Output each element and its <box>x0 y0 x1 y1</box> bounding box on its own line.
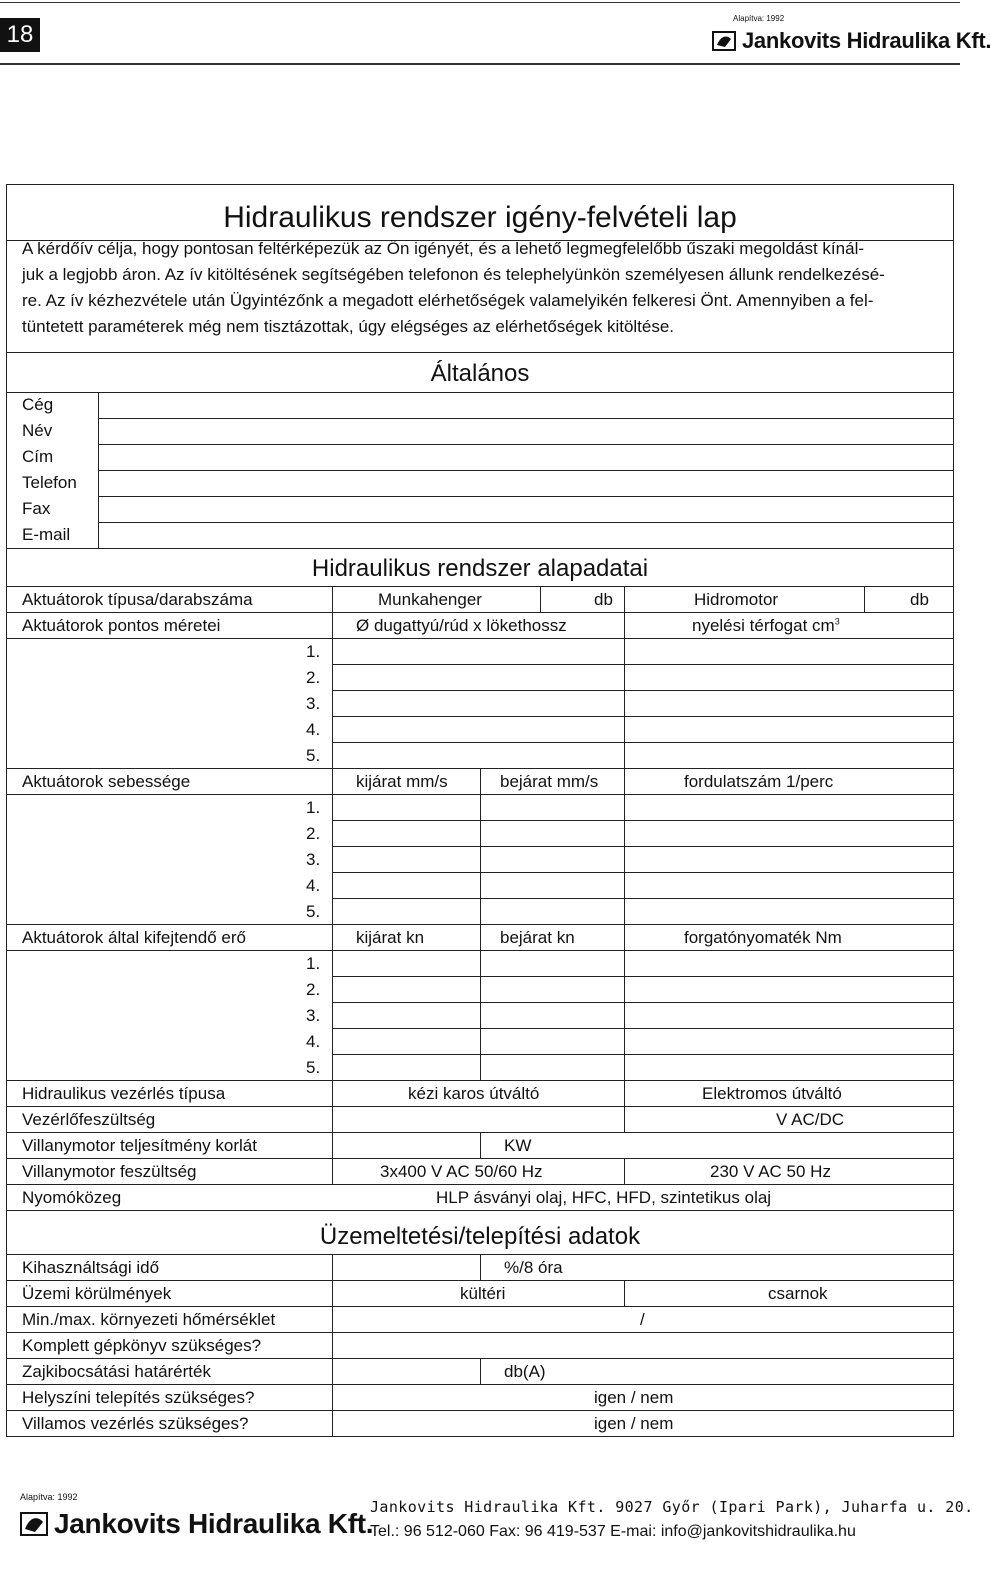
motor-power-field[interactable] <box>333 1133 479 1157</box>
row-number: 3. <box>306 850 321 869</box>
hyd-rule <box>6 586 954 587</box>
hall-option[interactable]: csarnok <box>768 1284 828 1303</box>
row-number: 4. <box>306 720 321 739</box>
row-number: 4. <box>306 1032 321 1051</box>
op-rule <box>6 1410 954 1411</box>
electrical-label: Villamos vezérlés szükséges? <box>22 1414 249 1433</box>
email-field[interactable] <box>99 523 954 547</box>
header-company-name: Jankovits Hidraulika Kft. <box>742 28 991 53</box>
intro-text <box>22 236 938 340</box>
op-divider <box>332 1384 333 1410</box>
company-field[interactable] <box>99 393 954 417</box>
motor-label: Hidromotor <box>694 590 779 609</box>
hyd-divider <box>540 586 541 612</box>
hyd-rule <box>6 1210 954 1211</box>
hyd-divider <box>864 586 865 612</box>
page-number-badge: 18 <box>0 18 40 52</box>
row-number: 4. <box>306 876 321 895</box>
force-input-area[interactable] <box>333 951 953 1079</box>
field-label-address: Cím <box>22 447 54 466</box>
header-logo <box>712 30 991 52</box>
row-number: 5. <box>306 902 321 921</box>
row-number: 2. <box>306 980 321 999</box>
speed-label: Aktuátorok sebessége <box>22 772 191 791</box>
control-voltage-unit: V AC/DC <box>776 1110 845 1129</box>
op-divider <box>332 1280 333 1306</box>
op-divider <box>624 1280 625 1306</box>
control-voltage-label: Vezérlőfeszültség <box>22 1110 156 1129</box>
temperature-max-field[interactable] <box>654 1307 953 1331</box>
hyd-divider <box>624 612 625 638</box>
row-number: 2. <box>306 824 321 843</box>
hyd-divider <box>480 924 481 950</box>
row-number: 2. <box>306 668 321 687</box>
footer-founded: Alapítva: 1992 <box>20 1492 78 1502</box>
row-number: 1. <box>306 642 321 661</box>
row-number: 5. <box>306 746 321 765</box>
footer-address: Jankovits Hidraulika Kft. 9027 Győr (Ipari Park), Juharfa u. 20. <box>370 1498 974 1516</box>
hyd-divider <box>332 586 333 612</box>
header-founded: Alapítva: 1992 <box>733 14 785 23</box>
general-heading: Általános <box>430 360 530 387</box>
header-bottom-rule <box>0 63 960 65</box>
voltage-option-230[interactable]: 230 V AC 50 Hz <box>710 1162 831 1181</box>
intro-line: re. Az ív kézhezvétele után Ügyintézőnk a megadott elérhetőségek valamelyikén felkeresi Önt. Amennyiben a fel- <box>22 291 874 310</box>
op-divider <box>480 1254 481 1280</box>
footer-contact: Tel.: 96 512-060 Fax: 96 419-537 E-mai: info@jankovitshidraulika.hu <box>370 1523 856 1540</box>
hyd-rule <box>6 1184 954 1185</box>
control-voltage-field[interactable] <box>625 1107 765 1131</box>
name-field[interactable] <box>99 419 954 443</box>
footer-company-name: Jankovits Hidraulika Kft. <box>54 1508 374 1539</box>
utilization-field[interactable] <box>333 1255 479 1279</box>
field-label-name: Név <box>22 421 53 440</box>
hyd-divider <box>332 924 333 950</box>
dim-col-piston: Ø dugattyú/rúd x lökethossz <box>356 616 567 635</box>
hyd-divider <box>480 768 481 794</box>
field-label-email: E-mail <box>22 525 71 544</box>
onsite-label: Helyszíni telepítés szükséges? <box>22 1388 255 1407</box>
form-title: Hidraulikus rendszer igény-felvételi lap <box>223 201 737 234</box>
hyd-divider <box>624 1158 625 1184</box>
intro-rule <box>6 352 954 353</box>
intro-line: juk a legjobb áron. Az ív kitöltésének segítségében telefonon és telephelyünkön személyesen állunk rendelkezésé- <box>22 265 885 284</box>
conditions-label: Üzemi körülmények <box>22 1284 172 1303</box>
hyd-divider <box>480 1132 481 1158</box>
force-label: Aktuátorok által kifejtendő erő <box>22 928 246 947</box>
force-torque-label: forgatónyomaték Nm <box>684 928 842 947</box>
noise-label: Zajkibocsátási határérték <box>22 1362 211 1381</box>
hyd-rule <box>6 612 954 613</box>
dim-col-volume-sup: 3 <box>834 616 840 627</box>
motor-db-label: db <box>910 590 929 609</box>
utilization-unit: %/8 óra <box>504 1258 563 1277</box>
outdoor-option[interactable]: kültéri <box>460 1284 506 1303</box>
intro-line: tüntetett paraméterek még nem tisztázottak, úgy elégséges az elérhetőségek kitöltése. <box>22 317 675 336</box>
electrical-options[interactable]: igen / nem <box>594 1414 674 1433</box>
manual-label: Komplett gépkönyv szükséges? <box>22 1336 262 1355</box>
onsite-options[interactable]: igen / nem <box>594 1388 674 1407</box>
hyd-rule <box>6 1106 954 1107</box>
medium-label: Nyomóközeg <box>22 1188 122 1207</box>
hyd-divider <box>624 924 625 950</box>
force-out-label: kijárat kn <box>356 928 425 947</box>
dimension-input-area[interactable] <box>333 639 623 767</box>
manual-field[interactable] <box>333 1333 953 1357</box>
dimensions-label: Aktuátorok pontos méretei <box>22 616 221 635</box>
op-rule <box>6 1280 954 1281</box>
force-in-label: bejárat kn <box>500 928 575 947</box>
row-number: 1. <box>306 798 321 817</box>
hyd-rule <box>6 1158 954 1159</box>
hyd-divider <box>332 768 333 794</box>
address-field[interactable] <box>99 445 954 469</box>
noise-field[interactable] <box>333 1359 479 1383</box>
control-electric-option[interactable]: Elektromos útváltó <box>702 1084 842 1103</box>
header-top-rule <box>0 2 960 3</box>
cylinder-db-label: db <box>594 590 613 609</box>
field-label-phone: Telefon <box>22 473 77 492</box>
utilization-label: Kihasználtsági idő <box>22 1258 160 1277</box>
voltage-option-400[interactable]: 3x400 V AC 50/60 Hz <box>380 1162 543 1181</box>
row-number: 5. <box>306 1058 321 1077</box>
row-number: 3. <box>306 1006 321 1025</box>
temperature-label: Min./max. környezeti hőmérséklet <box>22 1310 276 1329</box>
op-rule <box>6 1384 954 1385</box>
speed-rpm-label: fordulatszám 1/perc <box>684 772 834 791</box>
hydraulic-heading: Hidraulikus rendszer alapadatai <box>311 555 649 582</box>
hyd-divider <box>624 586 625 612</box>
phone-field[interactable] <box>99 471 954 495</box>
cylinder-label: Munkahenger <box>378 590 482 609</box>
field-label-company: Cég <box>22 395 54 414</box>
hyd-divider <box>332 612 333 638</box>
dim-col-volume <box>692 617 840 634</box>
intro-line: A kérdőív célja, hogy pontosan feltérképezük az Ön igényét, és a lehető legmegfelelőbb űszaki megoldást kínál- <box>22 239 865 258</box>
control-manual-option[interactable]: kézi karos útváltó <box>408 1084 540 1103</box>
volume-input-area[interactable] <box>625 639 953 767</box>
speed-input-area[interactable] <box>333 795 953 923</box>
operation-heading: Üzemeltetési/telepítési adatok <box>319 1223 641 1250</box>
motor-voltage-label: Villanymotor feszültség <box>22 1162 197 1181</box>
temperature-separator: / <box>640 1310 645 1329</box>
row-number: 3. <box>306 694 321 713</box>
actuator-type-label: Aktuátorok típusa/darabszáma <box>22 590 253 609</box>
speed-out-label: kijárat mm/s <box>356 772 448 791</box>
hyd-rule <box>6 1080 954 1081</box>
company-logo-icon <box>712 31 736 51</box>
general-divider <box>98 392 99 548</box>
field-label-fax: Fax <box>22 499 51 518</box>
hyd-divider <box>624 768 625 794</box>
company-logo-icon <box>20 1512 48 1536</box>
dim-col-volume-text: nyelési térfogat cm <box>692 616 835 635</box>
op-divider <box>480 1358 481 1384</box>
medium-options[interactable]: HLP ásványi olaj, HFC, HFD, szintetikus olaj <box>436 1188 772 1207</box>
fax-field[interactable] <box>99 497 954 521</box>
row-number: 1. <box>306 954 321 973</box>
temperature-min-field[interactable] <box>333 1307 633 1331</box>
footer-logo <box>20 1510 373 1538</box>
motor-power-label: Villanymotor teljesítmény korlát <box>22 1136 257 1155</box>
motor-power-unit: KW <box>504 1136 532 1155</box>
op-divider <box>332 1410 333 1436</box>
control-type-label: Hidraulikus vezérlés típusa <box>22 1084 226 1103</box>
noise-unit: db(A) <box>504 1362 546 1381</box>
general-rule-6 <box>6 548 954 549</box>
speed-in-label: bejárat mm/s <box>500 772 599 791</box>
